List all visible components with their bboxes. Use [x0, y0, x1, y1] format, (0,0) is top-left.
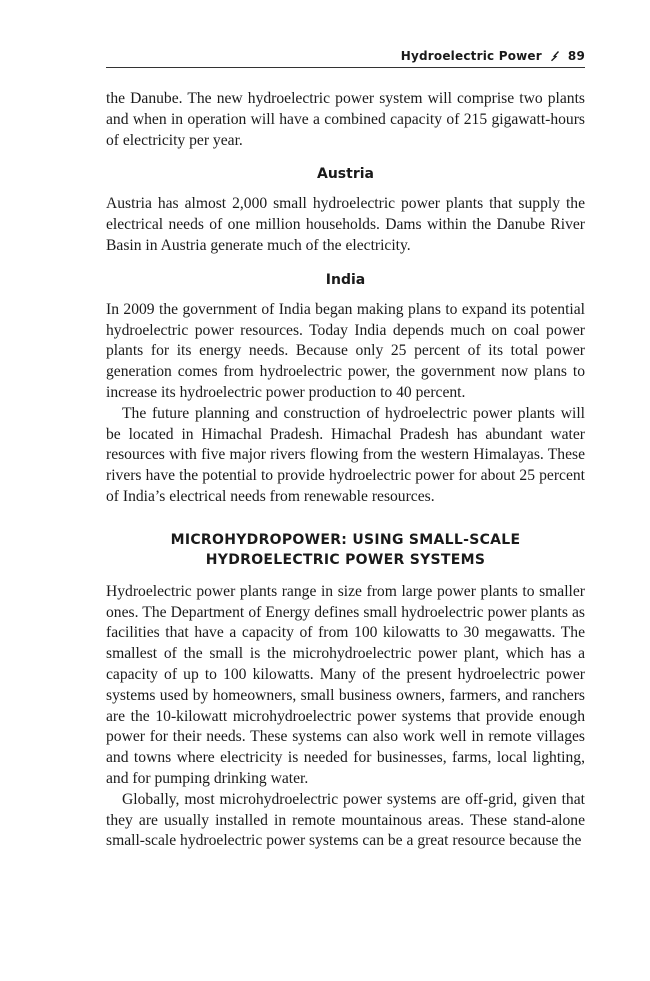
section-heading-line-2: HYDROELECTRIC POWER SYSTEMS — [205, 551, 486, 568]
section-heading-line-1: MICROHYDROPOWER: USING SMALL-SCALE — [170, 531, 521, 548]
section-heading-microhydropower — [106, 530, 585, 570]
running-head — [401, 49, 585, 63]
paragraph-austria: Austria has almost 2,000 small hydroelectric power plants that supply the electrical needs of one million households. Dams within the Danube River Basin in Austria generate much of the electricity. — [106, 195, 585, 254]
paragraph-india-plans: In 2009 the government of India began making plans to expand its potential hydroelectric power resources. Today India depends much on coal power plants for its energy needs. Because only 25 percent of its total power generation comes from hydroelectric power, the government now plans to increase its hydroelectric power production to 40 percent. — [106, 300, 585, 401]
page-number: 89 — [567, 49, 585, 63]
paragraph-himachal-pradesh: The future planning and construction of hydroelectric power plants will be located in Himachal Pradesh. Himachal Pradesh has abundant water resources with five major rivers flowing from the western Himalayas. These rivers have the potential to provide hydroelectric power for about 25 percent of India’s electrical needs from renewable resources. — [106, 404, 585, 505]
subheading-india: India — [325, 271, 366, 288]
lightning-bolt-icon — [549, 50, 561, 62]
paragraph-plant-sizes: Hydroelectric power plants range in size from large power plants to smaller ones. The Department of Energy defines small hydroelectric power plants as facilities that have a capacity of from 100 kilowatts to 30 megawatts. The smallest of the small is the microhydroelectric power plant, which has a capacity of up to 100 kilowatts. Many of the present hydroelectric power systems used by homeowners, small business owners, farmers, and ranchers are the 10-kilowatt microhydroelectric power systems that provide enough power for their needs. These systems can also work well in remote villages and towns where electricity is needed for businesses, farms, local lighting, and for pumping drinking water. — [106, 582, 585, 787]
subheading-austria: Austria — [317, 166, 374, 183]
page-body — [106, 89, 585, 852]
paragraph-off-grid: Globally, most microhydroelectric power systems are off-grid, given that they are usually installed in remote mountainous areas. These stand-alone small-scale hydroelectric power systems can be a great resource because the — [106, 790, 585, 850]
paragraph-danube-continued: the Danube. The new hydroelectric power system will comprise two plants and when in operation will have a combined capacity of 215 gigawatt-hours of electricity per year. — [106, 90, 585, 149]
header-divider — [106, 67, 585, 68]
running-head-title: Hydroelectric Power — [400, 49, 542, 63]
